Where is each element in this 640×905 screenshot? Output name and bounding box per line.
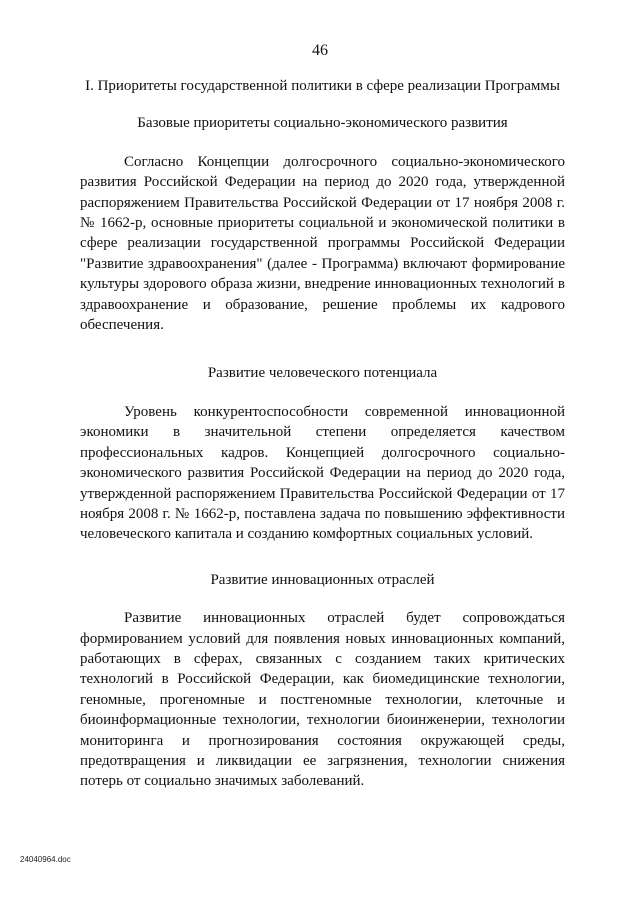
- subtitle-human-potential: Развитие человеческого потенциала: [207, 365, 438, 382]
- section-title: I. Приоритеты государственной политики в сфере реализации Программы: [85, 78, 560, 94]
- page-content: [80, 76, 565, 792]
- page-number: 46: [312, 42, 328, 59]
- footer-filename: 24040964.doc: [20, 855, 71, 864]
- subtitle-innovative-industries: Развитие инновационных отраслей: [210, 571, 435, 588]
- paragraph-innovative-industries: Развитие инновационных отраслей будет сопровождаться формированием условий для появления новых инновационных компаний, работающих в сферах, связанных с созданием таких критических технологий в Российской Федерации, как биомедицинские технологии, геномные, прогеномные и постгеномные технологии, клеточные и биоинформационные технологии, технологии биоинженерии, технологии мониторинга и прогнозирования состояния окружающей среды, предотвращения и ликвидации ее загрязнения, технологии снижения потерь от социально значимых заболеваний.: [80, 610, 565, 790]
- paragraph-basic-priorities: Согласно Концепции долгосрочного социально-экономического развития Российской Федерации на период до 2020 года, утвержденной распоряжением Правительства Российской Федерации от 17 ноября 2008 г. № 1662-р, основные приоритеты социальной и экономической политики в сфере реализации государственной программы Российской Федерации "Развитие здравоохранения" (далее - Программа) включают формирование культуры здорового образа жизни, внедрение инновационных технологий в здравоохранение и образование, решение проблемы их кадрового обеспечения.: [80, 153, 565, 334]
- subtitle-basic-priorities: Базовые приоритеты социально-экономического развития: [137, 115, 508, 132]
- paragraph-human-potential: Уровень конкурентоспособности современной инновационной экономики в значительной степени определяется качеством профессиональных кадров. Концепцией долгосрочного социально-экономического развития Российской Федерации на период до 2020 года, утвержденной распоряжением Правительства Российской Федерации от 17 ноября 2008 г. № 1662-р, поставлена задача по повышению эффективности человеческого капитала и созданию комфортных социальных условий.: [80, 403, 565, 543]
